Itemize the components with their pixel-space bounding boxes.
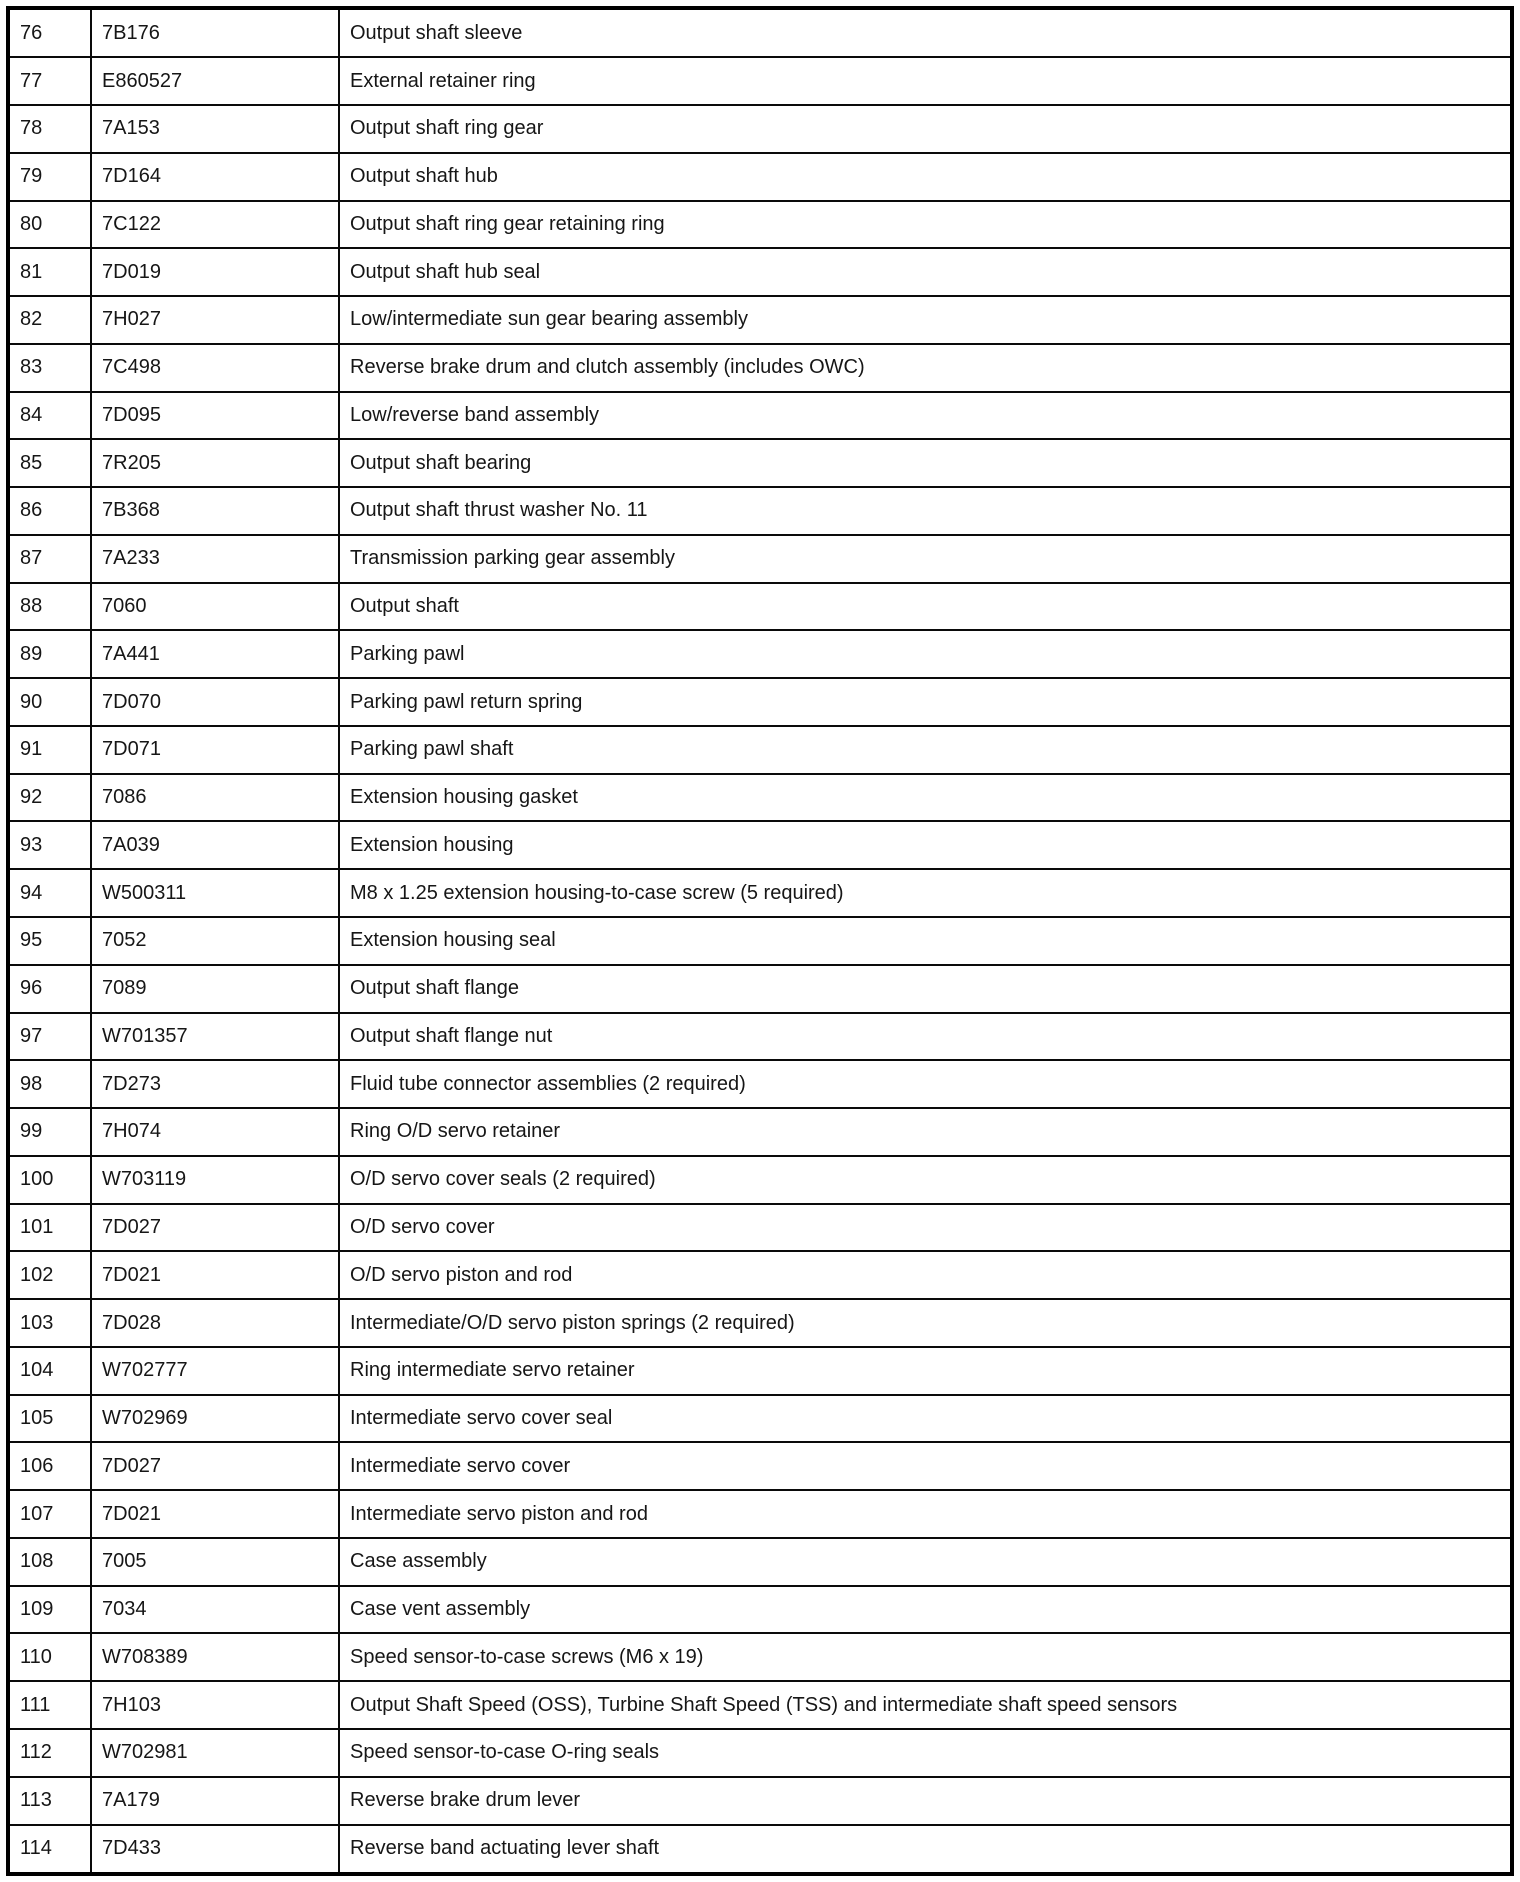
- description-cell: Case vent assembly: [339, 1586, 1512, 1634]
- item-number-cell: 79: [8, 153, 91, 201]
- item-number-cell: 85: [8, 439, 91, 487]
- table-row: [8, 630, 1512, 678]
- part-number-cell: 7089: [91, 965, 339, 1013]
- table-row: [8, 726, 1512, 774]
- part-number-cell: 7B176: [91, 8, 339, 57]
- description-cell: Extension housing: [339, 821, 1512, 869]
- part-number-cell: 7D273: [91, 1060, 339, 1108]
- part-number-cell: W703119: [91, 1156, 339, 1204]
- part-number-cell: 7A153: [91, 105, 339, 153]
- description-cell: Output shaft ring gear retaining ring: [339, 201, 1512, 249]
- item-number-cell: 98: [8, 1060, 91, 1108]
- item-number-cell: 110: [8, 1633, 91, 1681]
- part-number-cell: 7D027: [91, 1442, 339, 1490]
- part-number-cell: 7B368: [91, 487, 339, 535]
- part-number-cell: W701357: [91, 1013, 339, 1061]
- item-number-cell: 78: [8, 105, 91, 153]
- table-row: [8, 344, 1512, 392]
- part-number-cell: 7D027: [91, 1204, 339, 1252]
- table-row: [8, 1204, 1512, 1252]
- table-row: [8, 535, 1512, 583]
- table-row: [8, 1825, 1512, 1874]
- part-number-cell: 7A441: [91, 630, 339, 678]
- table-row: [8, 248, 1512, 296]
- part-number-cell: 7H027: [91, 296, 339, 344]
- table-row: [8, 296, 1512, 344]
- description-cell: Reverse brake drum and clutch assembly (includes OWC): [339, 344, 1512, 392]
- description-cell: M8 x 1.25 extension housing-to-case screw (5 required): [339, 869, 1512, 917]
- table-row: [8, 487, 1512, 535]
- table-row: [8, 1490, 1512, 1538]
- item-number-cell: 114: [8, 1825, 91, 1874]
- item-number-cell: 94: [8, 869, 91, 917]
- part-number-cell: 7052: [91, 917, 339, 965]
- part-number-cell: 7D095: [91, 392, 339, 440]
- description-cell: Low/reverse band assembly: [339, 392, 1512, 440]
- part-number-cell: 7H103: [91, 1681, 339, 1729]
- table-row: [8, 105, 1512, 153]
- table-row: [8, 821, 1512, 869]
- table-row: [8, 1251, 1512, 1299]
- item-number-cell: 106: [8, 1442, 91, 1490]
- description-cell: Output shaft sleeve: [339, 8, 1512, 57]
- item-number-cell: 83: [8, 344, 91, 392]
- item-number-cell: 87: [8, 535, 91, 583]
- item-number-cell: 90: [8, 678, 91, 726]
- description-cell: Output shaft bearing: [339, 439, 1512, 487]
- item-number-cell: 102: [8, 1251, 91, 1299]
- table-row: [8, 1586, 1512, 1634]
- table-row: [8, 1633, 1512, 1681]
- part-number-cell: 7A233: [91, 535, 339, 583]
- description-cell: Speed sensor-to-case O-ring seals: [339, 1729, 1512, 1777]
- item-number-cell: 103: [8, 1299, 91, 1347]
- description-cell: Intermediate/O/D servo piston springs (2 required): [339, 1299, 1512, 1347]
- description-cell: Output shaft flange: [339, 965, 1512, 1013]
- table-row: [8, 1013, 1512, 1061]
- description-cell: Output shaft hub seal: [339, 248, 1512, 296]
- item-number-cell: 76: [8, 8, 91, 57]
- part-number-cell: 7005: [91, 1538, 339, 1586]
- part-number-cell: W702777: [91, 1347, 339, 1395]
- item-number-cell: 84: [8, 392, 91, 440]
- item-number-cell: 81: [8, 248, 91, 296]
- description-cell: O/D servo cover seals (2 required): [339, 1156, 1512, 1204]
- table-row: [8, 1681, 1512, 1729]
- description-cell: O/D servo piston and rod: [339, 1251, 1512, 1299]
- item-number-cell: 101: [8, 1204, 91, 1252]
- table-row: [8, 57, 1512, 105]
- item-number-cell: 80: [8, 201, 91, 249]
- part-number-cell: 7D433: [91, 1825, 339, 1874]
- description-cell: Parking pawl return spring: [339, 678, 1512, 726]
- item-number-cell: 92: [8, 774, 91, 822]
- part-number-cell: 7060: [91, 583, 339, 631]
- table-row: [8, 1299, 1512, 1347]
- part-number-cell: 7D028: [91, 1299, 339, 1347]
- table-row: [8, 153, 1512, 201]
- table-row: [8, 965, 1512, 1013]
- item-number-cell: 111: [8, 1681, 91, 1729]
- item-number-cell: 96: [8, 965, 91, 1013]
- part-number-cell: 7C498: [91, 344, 339, 392]
- description-cell: Intermediate servo piston and rod: [339, 1490, 1512, 1538]
- part-number-cell: W702981: [91, 1729, 339, 1777]
- part-number-cell: 7C122: [91, 201, 339, 249]
- description-cell: Low/intermediate sun gear bearing assembly: [339, 296, 1512, 344]
- parts-table: [6, 6, 1514, 1876]
- description-cell: Transmission parking gear assembly: [339, 535, 1512, 583]
- part-number-cell: 7D021: [91, 1251, 339, 1299]
- item-number-cell: 109: [8, 1586, 91, 1634]
- table-row: [8, 678, 1512, 726]
- description-cell: Output shaft: [339, 583, 1512, 631]
- description-cell: Reverse brake drum lever: [339, 1777, 1512, 1825]
- part-number-cell: W708389: [91, 1633, 339, 1681]
- table-row: [8, 1156, 1512, 1204]
- item-number-cell: 77: [8, 57, 91, 105]
- table-row: [8, 1395, 1512, 1443]
- description-cell: External retainer ring: [339, 57, 1512, 105]
- description-cell: Extension housing gasket: [339, 774, 1512, 822]
- item-number-cell: 108: [8, 1538, 91, 1586]
- table-row: [8, 1347, 1512, 1395]
- description-cell: Output shaft ring gear: [339, 105, 1512, 153]
- table-row: [8, 1108, 1512, 1156]
- table-row: [8, 774, 1512, 822]
- description-cell: Intermediate servo cover: [339, 1442, 1512, 1490]
- item-number-cell: 95: [8, 917, 91, 965]
- description-cell: Parking pawl shaft: [339, 726, 1512, 774]
- table-row: [8, 439, 1512, 487]
- item-number-cell: 89: [8, 630, 91, 678]
- part-number-cell: 7D070: [91, 678, 339, 726]
- part-number-cell: 7A179: [91, 1777, 339, 1825]
- description-cell: Parking pawl: [339, 630, 1512, 678]
- description-cell: Output shaft thrust washer No. 11: [339, 487, 1512, 535]
- table-row: [8, 392, 1512, 440]
- table-row: [8, 1729, 1512, 1777]
- part-number-cell: 7D021: [91, 1490, 339, 1538]
- part-number-cell: 7086: [91, 774, 339, 822]
- description-cell: Intermediate servo cover seal: [339, 1395, 1512, 1443]
- item-number-cell: 97: [8, 1013, 91, 1061]
- table-row: [8, 201, 1512, 249]
- parts-table-body: [8, 8, 1512, 1874]
- description-cell: Ring intermediate servo retainer: [339, 1347, 1512, 1395]
- part-number-cell: W500311: [91, 869, 339, 917]
- part-number-cell: W702969: [91, 1395, 339, 1443]
- table-row: [8, 917, 1512, 965]
- description-cell: Speed sensor-to-case screws (M6 x 19): [339, 1633, 1512, 1681]
- table-row: [8, 1777, 1512, 1825]
- table-row: [8, 1538, 1512, 1586]
- item-number-cell: 88: [8, 583, 91, 631]
- item-number-cell: 93: [8, 821, 91, 869]
- table-row: [8, 1060, 1512, 1108]
- description-cell: Reverse band actuating lever shaft: [339, 1825, 1512, 1874]
- description-cell: O/D servo cover: [339, 1204, 1512, 1252]
- part-number-cell: 7D164: [91, 153, 339, 201]
- item-number-cell: 113: [8, 1777, 91, 1825]
- item-number-cell: 82: [8, 296, 91, 344]
- item-number-cell: 104: [8, 1347, 91, 1395]
- table-row: [8, 1442, 1512, 1490]
- table-row: [8, 8, 1512, 57]
- description-cell: Extension housing seal: [339, 917, 1512, 965]
- item-number-cell: 107: [8, 1490, 91, 1538]
- part-number-cell: 7R205: [91, 439, 339, 487]
- description-cell: Ring O/D servo retainer: [339, 1108, 1512, 1156]
- description-cell: Output shaft flange nut: [339, 1013, 1512, 1061]
- item-number-cell: 100: [8, 1156, 91, 1204]
- part-number-cell: 7D071: [91, 726, 339, 774]
- table-row: [8, 583, 1512, 631]
- table-row: [8, 869, 1512, 917]
- item-number-cell: 91: [8, 726, 91, 774]
- part-number-cell: 7H074: [91, 1108, 339, 1156]
- description-cell: Fluid tube connector assemblies (2 required): [339, 1060, 1512, 1108]
- item-number-cell: 105: [8, 1395, 91, 1443]
- description-cell: Output Shaft Speed (OSS), Turbine Shaft Speed (TSS) and intermediate shaft speed sensors: [339, 1681, 1512, 1729]
- part-number-cell: E860527: [91, 57, 339, 105]
- description-cell: Output shaft hub: [339, 153, 1512, 201]
- part-number-cell: 7034: [91, 1586, 339, 1634]
- item-number-cell: 112: [8, 1729, 91, 1777]
- description-cell: Case assembly: [339, 1538, 1512, 1586]
- item-number-cell: 86: [8, 487, 91, 535]
- part-number-cell: 7A039: [91, 821, 339, 869]
- parts-list-page: [6, 6, 1514, 1876]
- item-number-cell: 99: [8, 1108, 91, 1156]
- part-number-cell: 7D019: [91, 248, 339, 296]
